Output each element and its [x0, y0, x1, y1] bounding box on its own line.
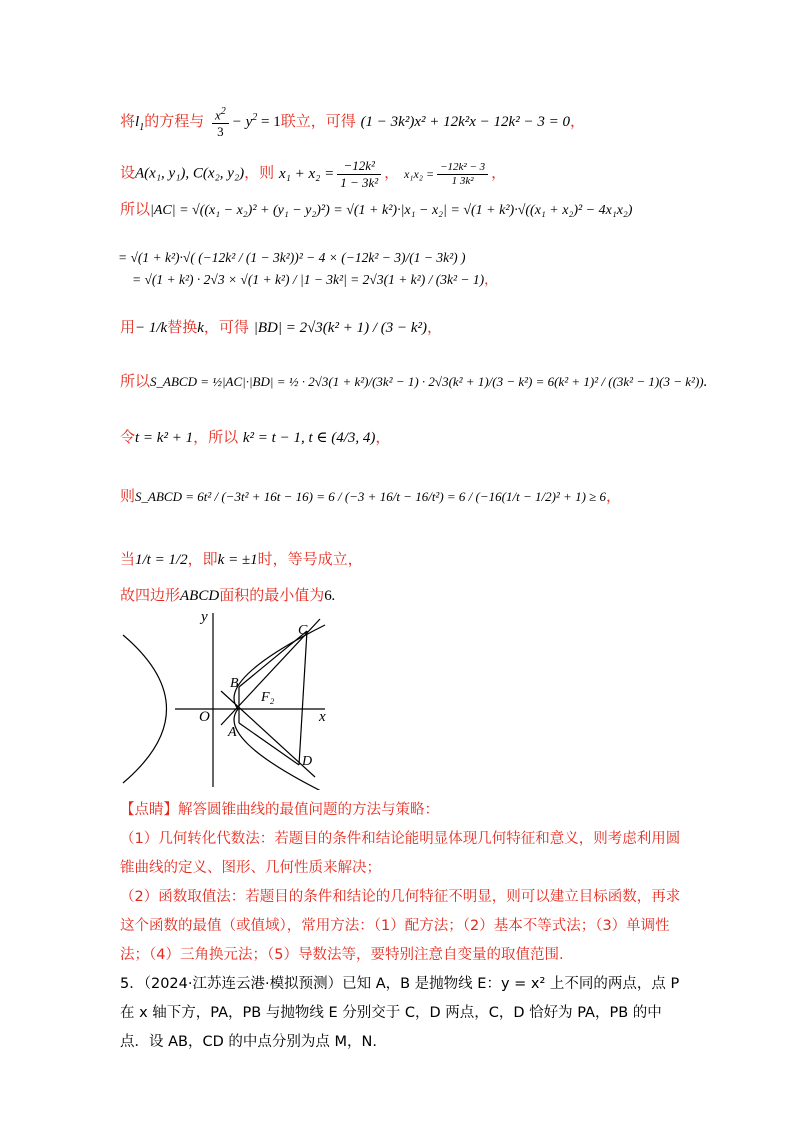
- area-expression: S_ABCD = ½|AC|·|BD| = ½ · 2√3(1 + k²)/(3k² − 1) · 2√3(k² + 1)/(3 − k²) = 6(k² + 1)² / ((3k² − 1)(3 − k²)): [150, 374, 704, 389]
- tip-title: 【点睛】解答圆锥曲线的最值问题的方法与策略：: [120, 802, 439, 818]
- hyperbola-figure: [115, 605, 345, 790]
- ac-expansion: = √(1 + k²)·√( (−12k² / (1 − 3k²))² − 4 × (−12k² − 3)/(1 − 3k²) ): [118, 250, 466, 265]
- tip-method-2: （2）函数取值法：若题目的条件和结论的几何特征不明显，则可以建立目标函数，再求这个函数的最值（或值域），常用方法：（1）配方法；（2）基本不等式法；（3）单调性法；（4）三角换元法；（5）导数法等，要特别注意自变量的取值范围.: [120, 889, 681, 963]
- label-a: A: [228, 725, 237, 740]
- solution-line-6: 所以S_ABCD = ½|AC|·|BD| = ½ · 2√3(1 + k²)/(3k² − 1) · 2√3(k² + 1)/(3 − k²) = 6(k² + 1)² / ((3k² − 1)(3 − k²)).: [120, 372, 708, 390]
- quadratic-result: (1 − 3k²)x² + 12k²x − 12k² − 3 = 0: [360, 114, 570, 131]
- equality-condition: 1/t = 1/2: [135, 552, 188, 568]
- solution-line-10: 故四边形ABCD面积的最小值为6.: [120, 586, 336, 604]
- text-fangcheng: 的方程与: [144, 112, 205, 131]
- text-lianli: 联立，可得: [280, 112, 356, 131]
- area-inequality: S_ABCD = 6t² / (−3t² + 16t − 16) = 6 / (−3 + 16/t − 16/t²) = 6 / (−16(1/t − 1/2)² + 1) ≥ 6: [135, 489, 607, 504]
- points-ac: A(x₁, y₁), C(x₂, y₂): [135, 165, 245, 182]
- k-value: k = ±1: [217, 552, 258, 568]
- vieta-sum: x₁ + x₂ = $\frac{\text{−12k²}}{\text{1 − 3k²}}$: [279, 166, 384, 182]
- label-y: y: [201, 609, 208, 625]
- label-c: C: [298, 623, 308, 638]
- segment-cd: [299, 631, 307, 765]
- solution-line-5: 用− 1/k替换k，可得 |BD| = 2√3(k² + 1) / (3 − k²)，: [120, 318, 443, 336]
- substitution-t: t = k² + 1: [135, 430, 194, 446]
- t-range: k² = t − 1, t ∈ (4/3, 4): [242, 430, 376, 446]
- solution-line-9: 当1/t = 1/2，即k = ±1时，等号成立，: [120, 550, 363, 568]
- label-f2: F₂: [261, 690, 275, 705]
- solution-line-3: 所以|AC| = √((x₁ − x₂)² + (y₁ − y₂)²) = √(1 + k²)·|x₁ − x₂| = √(1 + k²)·√((x₁ + x₂)² − 4x₁x₂): [120, 200, 633, 218]
- min-value: 6: [324, 588, 332, 604]
- bd-length-expression: |BD| = 2√3(k² + 1) / (3 − k²): [253, 320, 428, 336]
- label-d: D: [302, 754, 313, 769]
- solution-line-7: 令t = k² + 1，所以 k² = t − 1, t ∈ (4/3, 4)，: [120, 428, 391, 446]
- replace-symbol: − 1/k: [135, 320, 168, 336]
- tip-method-1: （1）几何转化代数法：若题目的条件和结论能明显体现几何特征和意义，则考虑利用圆锥曲线的定义、图形、几何性质来解决；: [120, 831, 681, 876]
- symbol-l1: $l_1$: [135, 114, 145, 134]
- solution-line-2: 设A(x₁, y₁), C(x₂, y₂)，则 x₁ + x₂ = $\frac{\text{−12k²}}{\text{1 − 3k²}}$ ， x₁x₂ = $\frac{\text{−12k² − 3}}{\text{1 3k²}}$ ，: [120, 158, 507, 190]
- question-5: 5．（2024·江苏连云港·模拟预测）已知 A，B 是抛物线 E：y = x² 上不同的两点，点 P 在 x 轴下方，PA，PB 与抛物线 E 分别交于 C，D 两点，C，D 恰好为 PA，PB 的中点．设 AB，CD 的中点分别为点 M，N.: [120, 976, 680, 1050]
- ac-length-expression: |AC| = √((x₁ − x₂)² + (y₁ − y₂)²) = √(1 + k²)·|x₁ − x₂| = √(1 + k²)·√((x₁ + x₂)² − 4x₁x₂): [150, 203, 633, 218]
- solution-line-8: 则S_ABCD = 6t² / (−3t² + 16t − 16) = 6 / (−3 + 16/t − 16/t²) = 6 / (−16(1/t − 1/2)² + 1) ≥ 6，: [120, 487, 622, 505]
- vieta-product: x₁x₂ = $\frac{\text{−12k² − 3}}{\text{1 3k²}}$: [404, 167, 491, 181]
- segment-bc: [239, 631, 307, 687]
- label-x: x: [319, 709, 326, 725]
- solution-line-4b: = √(1 + k²) · 2√3 × √(1 + k²) / |1 − 3k²| = 2√3(1 + k²) / (3k² − 1)，: [132, 272, 498, 288]
- solution-line-4: [118, 250, 466, 266]
- hyperbola-left-branch: [123, 635, 167, 783]
- solution-line-1: 将$l_1$的方程与 $\frac{x^2}{3}$ − $y^2 = 1$联立，可得 (1 − 3k²)x² + 12k²x − 12k² − 3 = 0，: [120, 106, 585, 139]
- label-o: O: [199, 709, 210, 725]
- label-b: B: [230, 676, 239, 691]
- hyperbola-equation: $\frac{x^2}{3}$ − $y^2 = 1$: [209, 114, 281, 130]
- ac-result: = √(1 + k²) · 2√3 × √(1 + k²) / |1 − 3k²| = 2√3(1 + k²) / (3k² − 1): [132, 272, 485, 287]
- text-jiang: 将: [120, 112, 136, 131]
